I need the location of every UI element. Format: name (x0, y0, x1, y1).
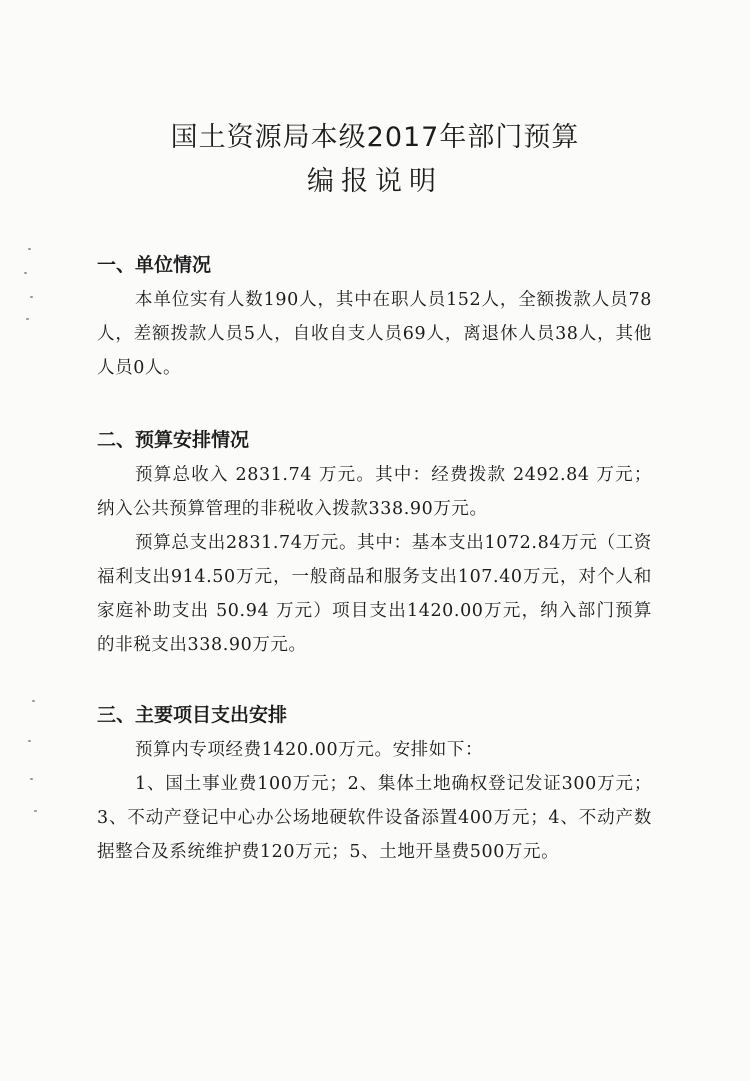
document-title (0, 116, 750, 204)
scan-specks (18, 230, 48, 830)
title-line-2: 编报说明 (307, 166, 443, 197)
section-heading: 一、单位情况 (97, 254, 212, 276)
section-paragraph: 预算内专项经费1420.00万元。安排如下： (135, 740, 484, 760)
section-heading: 三、主要项目支出安排 (97, 704, 288, 726)
title-line-1: 国土资源局本级2017年部门预算 (170, 122, 580, 153)
section-budget-arrangement (97, 425, 652, 662)
section-project-expenditure (97, 700, 652, 869)
section-unit-info (97, 250, 652, 385)
section-paragraph: 1、国土事业费100万元；2、集体土地确权登记发证300万元；3、不动产登记中心办公场地硬软件设备添置400万元；4、不动产数据整合及系统维护费120万元；5、土地开垦费500万元。 (97, 774, 652, 862)
section-paragraph: 本单位实有人数190人，其中在职人员152人，全额拨款人员78人，差额拨款人员5人，自收自支人员69人，离退休人员38人，其他人员0人。 (97, 290, 652, 378)
section-paragraph: 预算总支出2831.74万元。其中：基本支出1072.84万元（工资福利支出914.50万元，一般商品和服务支出107.40万元，对个人和家庭补助支出 50.94 万元）项目支出1420.00万元，纳入部门预算的非税支出338.90万元。 (97, 533, 652, 655)
section-heading: 二、预算安排情况 (97, 429, 250, 451)
section-paragraph: 预算总收入 2831.74 万元。其中：经费拨款 2492.84 万元；纳入公共预算管理的非税收入拨款338.90万元。 (97, 465, 652, 519)
